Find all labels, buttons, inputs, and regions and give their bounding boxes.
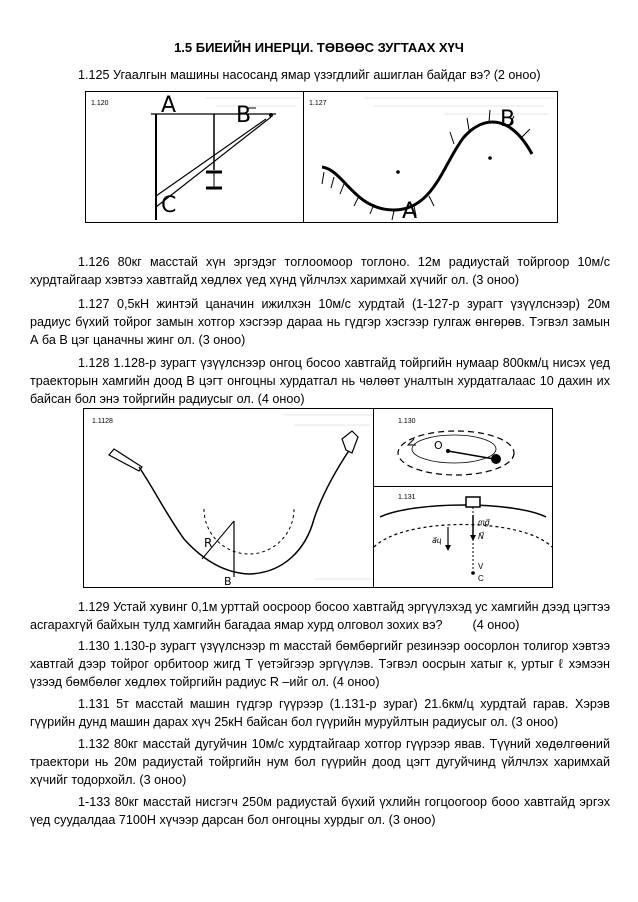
problem-1125: 1.125 Угаалгын машины насосанд ямар үзэгдлийг ашиглан байдаг вэ? (2 оноо) — [78, 68, 541, 82]
label-b: B — [224, 575, 232, 587]
label-o: O — [434, 439, 443, 452]
figure-1127 — [303, 91, 558, 223]
problem-1128: 1.128 1.128-р зурагт үзүүлснээр онгоц босоо хавтгайд тойргийн нумаар 800км/ц нисэх үед траекторын хамгийн доод В цэгт онгоцны хурдатгал нь чөлөөт уналтын хурдатгалаас 10 дахин их байсан бол энэ тойргийн радиусыг ол. (4 оноо) — [30, 356, 610, 406]
label-ac: a⃗ц — [432, 536, 442, 545]
label-v: V — [478, 562, 484, 571]
figure-number: 1.1128 — [92, 418, 113, 425]
problem-1131: 1.131 5т масстай машин гүдгэр гүүрээр (1.131-р зураг) 21.6км/ц хурдтай гарав. Хэрэв гүүрийн дунд машин дарах хүч 25кН байсан бол гүүрийн муруйлтын радиусыг ол. (3 оноо) — [30, 697, 610, 729]
label-b: B — [236, 103, 252, 128]
figure-1130 — [373, 408, 553, 488]
problem-1130: 1.130 1.130-р зурагт үзүүлснээр m масстай бөмбөргийг резинээр оосорлон толигор хэвтээ хавтгай дээр тойрог орбитоор жигд Т үетэйгээр эргүүлэв. Тэгвэл оосрын хатыг к, уртыг ℓ хэмээн үзээд бөмбөлөг хөдлөх тойргийн радиус R –ийг ол. (4 оноо) — [30, 639, 610, 689]
problem-1133: 1-133 80кг масстай нисгэгч 250м радиустай бүхий үхлийн гогцоогоор бооо хавтгайд эргэх үед суудалдаа 7100Н хүчээр дарсан бол онгоцны хурдыг ол. (3 оноо) — [30, 795, 610, 827]
problem-1129 — [30, 598, 610, 634]
label-n: N⃗ — [478, 532, 484, 541]
figure-number: 1.127 — [309, 100, 327, 107]
figure-number: 1.130 — [398, 418, 416, 425]
problem-1127: 1.127 0,5кН жинтэй цаначин ижилхэн 10м/с хурдтай (1-127-р зурагт үзүүлснээр) 20м радиус бүхий тойрог замын хотгор хэсгээр дараа нь гүдгэр хэсгээр гулгаж өнгөрөв. Тэгвэл замын А ба В цэг цаначны жинг ол. (3 оноо) — [30, 297, 610, 347]
label-r: R — [204, 536, 213, 550]
section-title: 1.5 БИЕИЙН ИНЕРЦИ. ТӨВӨӨС ЗУГТААХ ХҮЧ — [174, 40, 464, 55]
figure-1120 — [85, 91, 305, 223]
label-b: B — [500, 107, 516, 132]
label-c: C — [478, 574, 484, 583]
figure-1128 — [83, 408, 375, 588]
problem-1129-points: (4 оноо) — [472, 618, 520, 632]
problem-1132: 1.132 80кг масстай дугуйчин 10м/с хурдтайгаар хотгор гүүрээр явав. Түүний хөдөлгөөний траектори нь 20м радиустай тойргийн нум бол гүүрийн доод цэгт дугуйчинд үйлчлэх харимхай хүчийг тодорхойл. (3 оноо) — [30, 737, 610, 787]
figure-number: 1.120 — [91, 100, 109, 107]
figure-1131 — [373, 486, 553, 588]
figure-number: 1.131 — [398, 494, 416, 501]
label-a: A — [161, 93, 177, 118]
label-a: A — [402, 199, 418, 222]
problem-1129-text: 1.129 Устай хувинг 0,1м урттай оосроор босоо хавтгайд эргүүлэхэд ус хамгийн дээд цэгтээ асгарахгүй байхын тулд хамгийн багадаа ямар хурд олговол зохих вэ? — [30, 600, 610, 632]
problem-1126: 1.126 80кг масстай хүн эргэдэг тоглоомоор тоглоно. 12м радиустай тойргоор 10м/с хурдтайгаар хэвтээ хавтгайд хөдлөх үед хүнд үйлчлэх харимхай хүчийг ол. (3 оноо) — [30, 255, 610, 287]
label-mg: mg⃗ — [478, 518, 490, 527]
label-c: C — [161, 193, 177, 218]
